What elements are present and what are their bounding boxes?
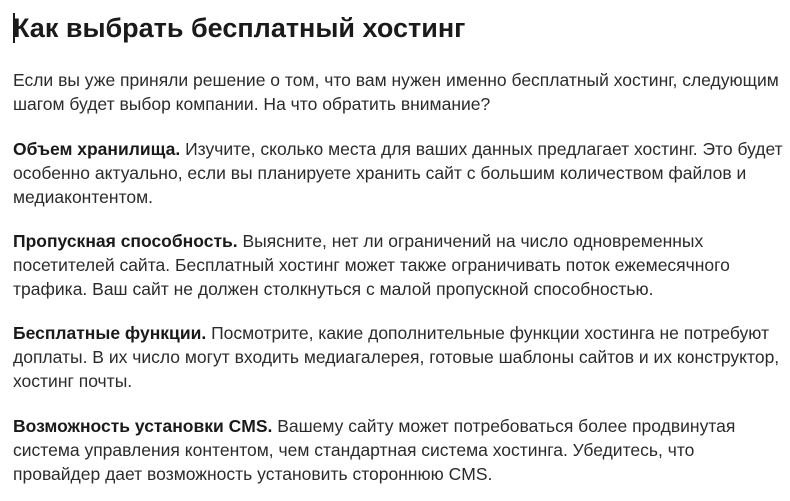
section-storage <box>13 137 783 209</box>
section-text-bandwidth: Выясните, нет ли ограничений на число одновременных посетителей сайта. Бесплатный хостинг может также ограничивать поток ежемесячного трафика. Ваш сайт не должен столкнуться с малой пропускной способностью. <box>13 231 730 299</box>
section-heading-storage: Объем хранилища. <box>13 139 181 159</box>
section-text-cms: Вашему сайту может потребоваться более продвинутая система управления контентом, чем стандартная система хостинга. Убедитесь, что провайдер дает возможность установить стороннюю CMS. <box>13 416 736 484</box>
section-text-storage: Изучите, сколько места для ваших данных предлагает хостинг. Это будет особенно актуально, если вы планируете хранить сайт с большим количеством файлов и медиаконтентом. <box>13 139 783 207</box>
article-title[interactable]: Как выбрать бесплатный хостинг <box>13 13 466 43</box>
article <box>13 0 783 484</box>
section-free-features <box>13 321 783 393</box>
title-area <box>13 0 783 58</box>
section-heading-bandwidth: Пропускная способность. <box>13 231 238 251</box>
section-text-free-features: Посмотрите, какие дополнительные функции хостинга не потребуют доплаты. В их число могут входить медиагалерея, готовые шаблоны сайтов и их конструктор, хостинг почты. <box>13 323 780 391</box>
section-cms <box>13 414 783 486</box>
intro-paragraph: Если вы уже приняли решение о том, что вам нужен именно бесплатный хостинг, следующим шагом будет выбор компании. На что обратить внимание? <box>13 70 779 114</box>
section-heading-cms: Возможность установки CMS. <box>13 416 273 436</box>
section-heading-free-features: Бесплатные функции. <box>13 323 207 343</box>
section-bandwidth <box>13 229 783 301</box>
